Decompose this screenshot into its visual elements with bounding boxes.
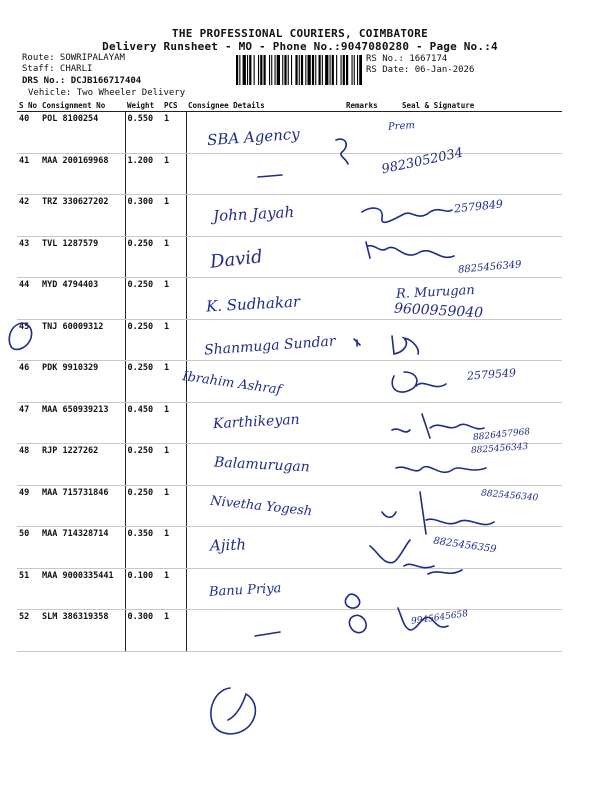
cell-weight: 0.250 [125, 278, 162, 320]
hw-consignee-4: Shanmuga Sundar [203, 333, 337, 359]
hw-consignee-10: Banu Priya [208, 581, 282, 600]
cell-weight: 0.300 [125, 195, 162, 237]
hw-phone-8: 8825456359 [432, 535, 498, 556]
cell-pcs: 1 [162, 112, 186, 154]
cell-pcs: 1 [162, 236, 186, 278]
cell-pcs: 1 [162, 153, 186, 195]
cell-consignment: MAA 200169968 [40, 153, 125, 195]
cell-sno: 50 [17, 527, 40, 569]
col-consignment: Consignment No [40, 100, 125, 112]
cell-sno: 51 [17, 568, 40, 610]
hw-phone-0: 9823052034 [380, 145, 465, 178]
cell-remarks [344, 195, 400, 237]
cell-sno: 48 [17, 444, 40, 486]
col-consignee: Consignee Details [186, 100, 344, 112]
cell-consignee [186, 610, 344, 652]
cell-sno: 40 [17, 112, 40, 154]
drs-number: DRS No.: DCJB166717404 [22, 76, 142, 86]
hw-consignee-3: K. Sudhakar [205, 292, 301, 316]
cell-consignment: MAA 715731846 [40, 485, 125, 527]
table-header-row [17, 100, 562, 112]
hw-phone-9: 9945645658 [410, 609, 469, 627]
cell-pcs: 1 [162, 278, 186, 320]
cell-remarks [344, 319, 400, 361]
cell-weight: 0.450 [125, 402, 162, 444]
hw-consignee-7: Balamurugan [213, 454, 311, 476]
company-title: THE PROFESSIONAL COURIERS, COIMBATORE [171, 27, 429, 40]
hw-phone-4: 2579549 [466, 366, 517, 383]
rs-number: RS No.: 1667174 [366, 54, 448, 64]
cell-sno: 44 [17, 278, 40, 320]
cell-remarks [344, 527, 400, 569]
stroke-circle-bottom [211, 688, 256, 734]
cell-consignment: SLM 386319358 [40, 610, 125, 652]
hw-signature-0: R. Murugan [395, 282, 476, 303]
hw-phone-7: 8825456340 [480, 488, 539, 504]
cell-weight: 0.300 [125, 610, 162, 652]
cell-weight: 0.550 [125, 112, 162, 154]
cell-consignment: MAA 714328714 [40, 527, 125, 569]
cell-weight: 0.250 [125, 236, 162, 278]
cell-consignment: PDK 9910329 [40, 361, 125, 403]
cell-consignment: RJP 1227262 [40, 444, 125, 486]
cell-weight: 0.100 [125, 568, 162, 610]
hw-phone-6: 8825456343 [470, 442, 529, 456]
table-row [17, 568, 562, 610]
cell-sno: 49 [17, 485, 40, 527]
cell-pcs: 1 [162, 610, 186, 652]
cell-signature [400, 319, 562, 361]
rs-date: RS Date: 06-Jan-2026 [366, 65, 475, 75]
cell-weight: 0.350 [125, 527, 162, 569]
hw-signature-1: Prem [387, 120, 416, 133]
cell-remarks [344, 610, 400, 652]
hw-consignee-0: SBA Agency [206, 124, 301, 150]
cell-signature [400, 568, 562, 610]
cell-pcs: 1 [162, 361, 186, 403]
hw-consignee-5: Ibrahim Ashraf [181, 369, 283, 398]
cell-consignment: MAA 650939213 [40, 402, 125, 444]
table-row [17, 610, 562, 652]
cell-signature [400, 112, 562, 154]
staff-label: Staff: CHARLI [22, 64, 93, 74]
col-remarks: Remarks [344, 100, 400, 112]
cell-weight: 0.250 [125, 444, 162, 486]
cell-sno: 52 [17, 610, 40, 652]
cell-consignment: MYD 4794403 [40, 278, 125, 320]
hw-phone-2: 8825456349 [457, 259, 522, 276]
cell-weight: 0.250 [125, 361, 162, 403]
hw-phone-1: 2579849 [453, 197, 504, 216]
route-label: Route: SOWRIPALAYAM [22, 53, 125, 63]
cell-weight: 0.250 [125, 319, 162, 361]
cell-consignment: TNJ 60009312 [40, 319, 125, 361]
cell-pcs: 1 [162, 444, 186, 486]
cell-remarks [344, 485, 400, 527]
table-row [17, 153, 562, 195]
runsheet-subtitle: Delivery Runsheet - MO - Phone No.:9047080280 - Page No.:4 [102, 40, 498, 53]
cell-consignee [186, 153, 344, 195]
cell-sno: 42 [17, 195, 40, 237]
cell-sno: 47 [17, 402, 40, 444]
hw-consignee-9: Ajith [209, 535, 247, 555]
cell-sno: 43 [17, 236, 40, 278]
cell-pcs: 1 [162, 527, 186, 569]
cell-remarks [344, 402, 400, 444]
cell-remarks [344, 278, 400, 320]
col-sno: S No [17, 100, 40, 112]
hw-consignee-2: David [209, 246, 264, 273]
cell-consignment: TVL 1287579 [40, 236, 125, 278]
cell-remarks [344, 361, 400, 403]
barcode-icon [236, 55, 362, 85]
col-weight: Weight [125, 100, 162, 112]
hw-consignee-1: John Jayah [212, 202, 295, 226]
hw-consignee-6: Karthikeyan [212, 411, 301, 433]
cell-remarks [344, 236, 400, 278]
cell-sno: 46 [17, 361, 40, 403]
cell-pcs: 1 [162, 568, 186, 610]
cell-weight: 0.250 [125, 485, 162, 527]
cell-consignment: TRZ 330627202 [40, 195, 125, 237]
cell-pcs: 1 [162, 485, 186, 527]
cell-consignment: MAA 9000335441 [40, 568, 125, 610]
cell-sno: 41 [17, 153, 40, 195]
cell-sno: 45 [17, 319, 40, 361]
cell-remarks [344, 568, 400, 610]
cell-pcs: 1 [162, 319, 186, 361]
hw-phone-5: 8826457968 [472, 427, 531, 443]
cell-weight: 1.200 [125, 153, 162, 195]
cell-remarks [344, 444, 400, 486]
hw-phone-3: 9600959040 [393, 300, 484, 322]
cell-consignment: POL 8100254 [40, 112, 125, 154]
cell-pcs: 1 [162, 402, 186, 444]
col-signature: Seal & Signature [400, 100, 562, 112]
hw-consignee-8: Nivetha Yogesh [209, 493, 313, 520]
cell-pcs: 1 [162, 195, 186, 237]
col-pcs: PCS [162, 100, 186, 112]
vehicle-label: Vehicle: Two Wheeler Delivery [28, 88, 186, 98]
